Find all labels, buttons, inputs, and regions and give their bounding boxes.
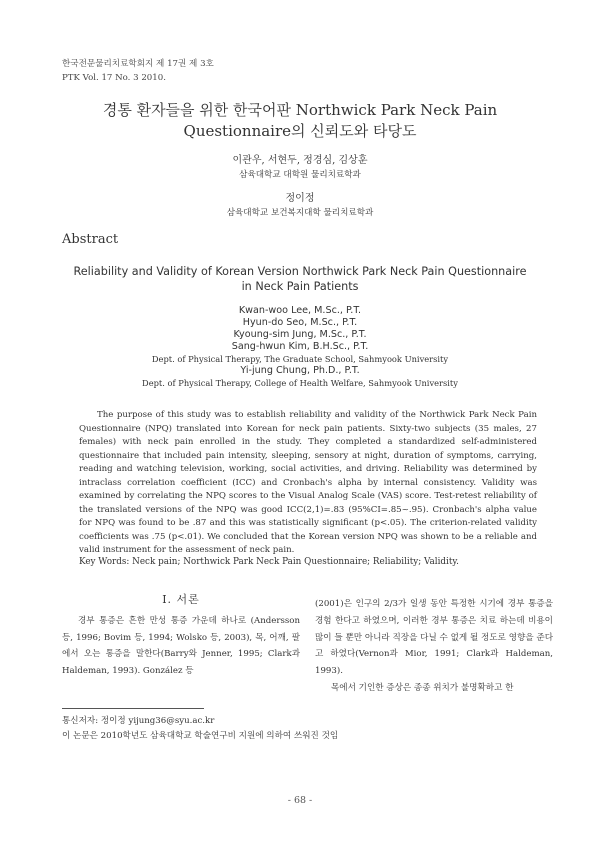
korean-title-line2: Questionnaire의 신뢰도와 타당도	[183, 122, 417, 140]
abstract-heading: Abstract	[62, 232, 119, 247]
abstract-body: The purpose of this study was to establish reliability and validity of the Northwick Park Neck Pain Questionnaire (NPQ) translated into Korean for neck pain patients. Sixty-two subjects (35 males, 27 females) with neck pain enrolled in the study. They completed a standardized self-administered questionnaire that included pain intensity, sleeping, sensory at night, duration of symptoms, carrying, reading and watching television, working, social activities, and driving. Reliability was determined by intraclass correlation coefficient (ICC) and Cronbach's alpha by internal consistency. Validity was examined by correlating the NPQ scores to the Visual Analog Scale (VAS) score. Test-retest reliability of the translated versions of the NPQ was good ICC(2,1)=.83 (95%CI=.85~.95). Cronbach's alpha value for NPQ was found to be .87 and this was statistically significant (p<.05). The criterion-related validity coefficients was .75 (p<.01). We concluded that the Korean version NPQ was shown to be a reliable and valid instrument for the assessment of neck pain.	[79, 410, 537, 555]
footnote-funding: 이 논문은 2010학년도 삼육대학교 학술연구비 지원에 의하여 쓰워진 것임	[62, 730, 339, 741]
body-column-right	[315, 596, 553, 697]
journal-name-korean: 한국전문물리치료학회지 제 17권 제 3호	[62, 59, 214, 69]
english-affiliation-2: Dept. of Physical Therapy, College of Health Welfare, Sahmyook University	[142, 378, 458, 388]
english-author-4: Sang-hwun Kim, B.H.Sc., P.T.	[231, 341, 369, 352]
english-author-1: Kwan-woo Lee, M.Sc., P.T.	[238, 305, 362, 316]
journal-volume-english: PTK Vol. 17 No. 3 2010.	[62, 73, 166, 83]
body-paragraph-2: (2001)은 인구의 2/3가 일생 동안 특정한 시기에 경부 통증을 경험 한다고 하였으며, 이러한 경부 통증은 치료 하는데 비용이 많이 들 뿐만 아니라 직장을 다닐 수 없게 될 정도로 영향을 준다고 하였다(Vernon과 Mior, 1991; Clark과 Haldeman, 1993).	[315, 599, 553, 677]
english-authors	[0, 305, 600, 389]
korean-author-names-1: 이관우, 서현두, 정경심, 김상훈	[232, 155, 368, 166]
english-author-5: Yi-jung Chung, Ph.D., P.T.	[240, 365, 360, 376]
footnote-corresponding-author: 통신저자: 정이정 yijung36@syu.ac.kr	[62, 716, 215, 726]
section-heading-introduction: Ⅰ. 서론	[162, 593, 200, 606]
english-author-3: Kyoung-sim Jung, M.Sc., P.T.	[233, 329, 367, 340]
keywords: Key Words: Neck pain; Northwick Park Neck Pain Questionnaire; Reliability; Validity.	[79, 557, 459, 567]
body-paragraph-1: 경부 통증은 흔한 만성 통증 가운데 하나로 (Andersson 등, 1996; Bovim 등, 1994; Wolsko 등, 2003), 목, 어깨, 팔에서 오는 통증을 말한다(Barry와 Jenner, 1995; Clark과 Haldeman, 1993). González 등	[62, 615, 300, 677]
english-affiliation-1: Dept. of Physical Therapy, The Graduate School, Sahmyook University	[151, 354, 449, 364]
korean-affiliation-1: 삼육대학교 대학원 물리치료학과	[239, 170, 361, 180]
english-title-line1: Reliability and Validity of Korean Version Northwick Park Neck Pain Questionnaire	[73, 265, 527, 278]
english-author-2: Hyun-do Seo, M.Sc., P.T.	[242, 317, 358, 328]
korean-author-names-2: 정이정	[285, 193, 315, 204]
footnotes	[62, 714, 338, 743]
korean-authors	[0, 153, 600, 221]
korean-affiliation-2: 삼육대학교 보건복지대학 물리치료학과	[226, 208, 374, 218]
journal-header	[62, 57, 214, 85]
footnote-divider	[62, 708, 204, 709]
body-paragraph-3: 목에서 기인한 증상은 종종 위치가 불명확하고 한	[331, 682, 514, 693]
english-title-line2: in Neck Pain Patients	[241, 280, 359, 293]
body-column-left	[62, 592, 300, 680]
page-number: - 68 -	[287, 795, 313, 806]
english-title	[52, 264, 548, 294]
korean-title-line1: 경통 환자들을 위한 한국어판 Northwick Park Neck Pain	[102, 101, 498, 119]
korean-title	[0, 100, 600, 142]
